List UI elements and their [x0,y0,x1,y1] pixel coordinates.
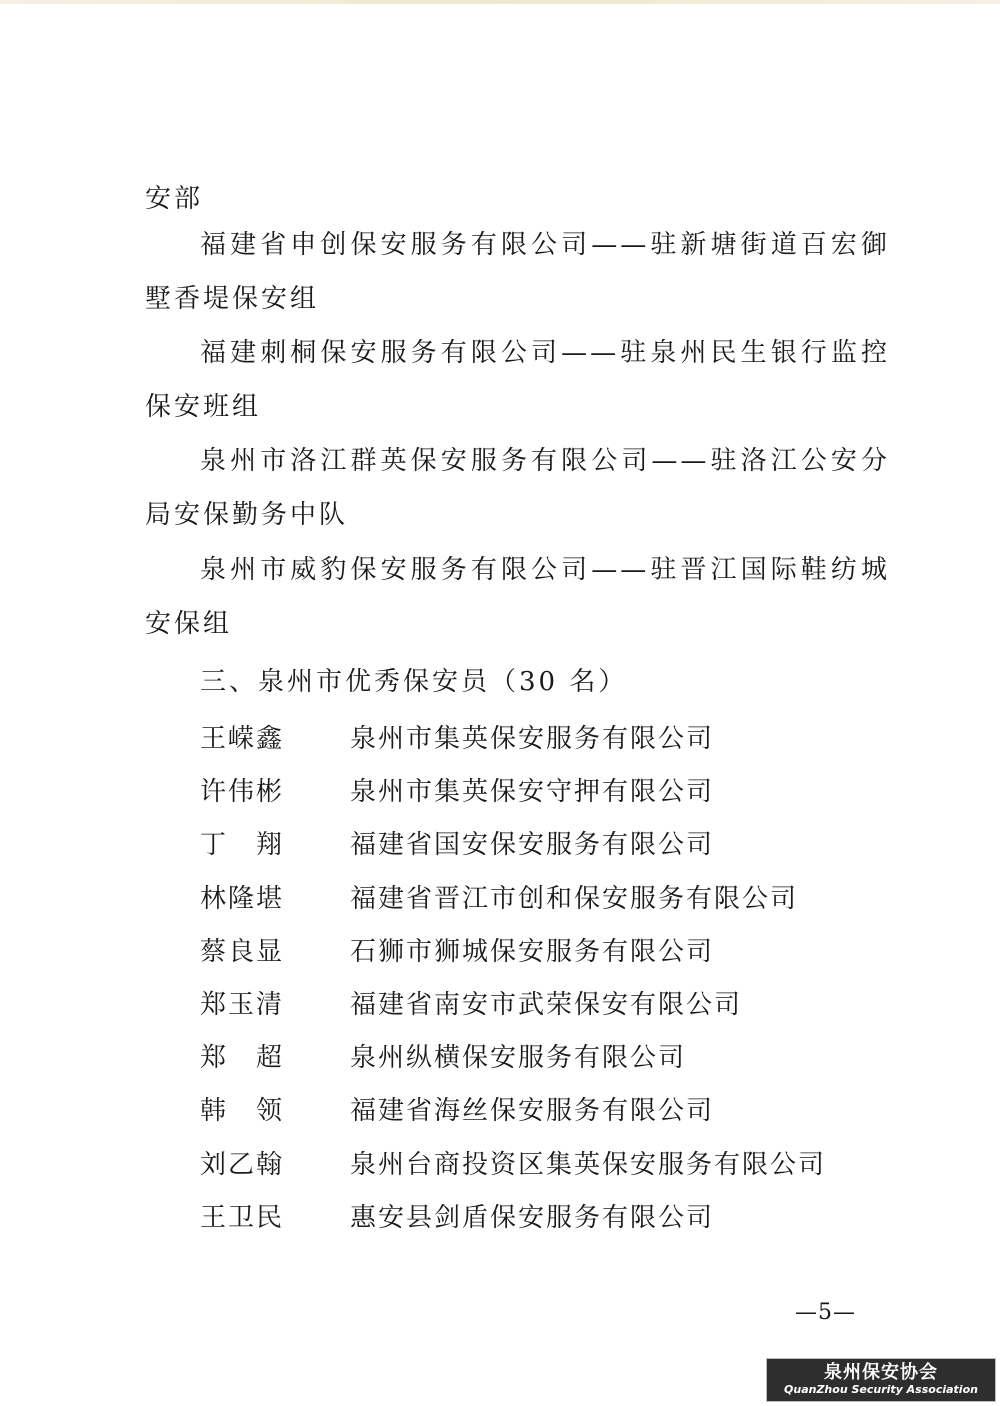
person-name: 丁 翔 [200,830,285,861]
paragraph-team-citong: 福建刺桐保安服务有限公司——驻泉州民生银行监控保安班组 [145,338,890,422]
person-name: 韩 领 [200,1096,285,1127]
page-number: —5— [795,1300,856,1325]
person-company: 惠安县剑盾保安服务有限公司 [350,1202,715,1233]
person-name: 林隆堪 [200,883,285,914]
section-heading: 三、泉州市优秀保安员（30 名） [200,667,628,697]
list-item [200,1136,826,1189]
list-item [200,976,826,1029]
person-company: 福建省国安保安服务有限公司 [350,830,715,861]
person-company: 泉州市集英保安守押有限公司 [350,777,715,808]
list-item [200,710,826,763]
person-name: 王卫民 [200,1202,285,1233]
person-name: 刘乙翰 [200,1149,285,1180]
person-name: 郑 超 [200,1043,285,1074]
watermark-subtitle: QuanZhou Security Association [784,1383,978,1396]
person-name: 郑玉清 [200,990,285,1021]
list-item [200,816,826,869]
person-name: 许伟彬 [200,777,285,808]
person-company: 福建省晋江市创和保安服务有限公司 [350,883,799,914]
list-item [200,923,826,976]
association-watermark [766,1358,996,1402]
people-list [200,710,826,1242]
watermark-title: 泉州保安协会 [824,1362,938,1383]
person-name: 王嵘鑫 [200,724,285,755]
list-item [200,1082,826,1135]
person-name: 蔡良显 [200,936,285,967]
paragraph-team-weibao: 泉州市威豹保安服务有限公司——驻晋江国际鞋纺城安保组 [145,555,890,639]
list-item [200,870,826,923]
list-item [200,1029,826,1082]
person-company: 泉州纵横保安服务有限公司 [350,1043,687,1074]
list-item [200,763,826,816]
paragraph-team-shenchuang: 福建省申创保安服务有限公司——驻新塘街道百宏御墅香堤保安组 [145,230,890,314]
person-company: 泉州台商投资区集英保安服务有限公司 [350,1149,827,1180]
person-company: 泉州市集英保安服务有限公司 [350,724,715,755]
person-company: 福建省海丝保安服务有限公司 [350,1096,715,1127]
person-company: 福建省南安市武荣保安有限公司 [350,990,743,1021]
person-company: 石狮市狮城保安服务有限公司 [350,936,715,967]
paragraph-team-luojiang: 泉州市洛江群英保安服务有限公司——驻洛江公安分局安保勤务中队 [145,446,890,530]
list-item [200,1189,826,1242]
paragraph-continuation: 安部 [145,184,204,214]
